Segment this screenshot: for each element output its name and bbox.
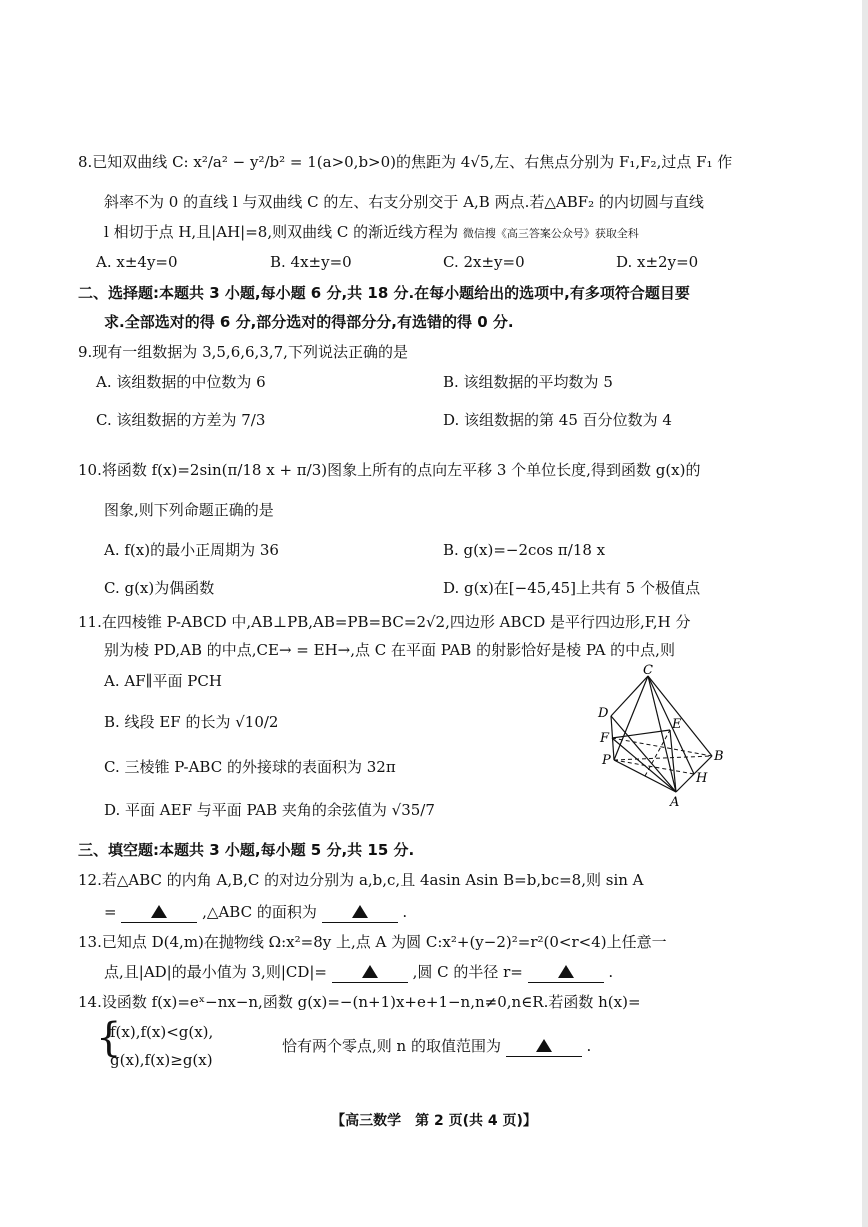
q12-answer-blank-2 [322, 902, 398, 923]
q14-case2: g(x),f(x)≥g(x) [110, 1051, 213, 1069]
page-edge [862, 0, 868, 1227]
q8-line3-text: l 相切于点 H,且|AH|=8,则双曲线 C 的渐近线方程为 [104, 223, 459, 241]
q10-option-b: B. g(x)=−2cos π/18 x [443, 541, 606, 559]
section2-line2: 求.全部选对的得 6 分,部分选对的得部分分,有选错的得 0 分. [104, 313, 514, 331]
label-h: H [696, 771, 708, 786]
q12-answer-blank-1 [121, 902, 197, 923]
q13-line2 [104, 962, 613, 983]
q10-option-c: C. g(x)为偶函数 [104, 579, 215, 597]
q11-line1: 11.在四棱锥 P-ABCD 中,AB⊥PB,AB=PB=BC=2√2,四边形 ABCD 是平行四边形,F,H 分 [78, 613, 691, 631]
label-a: A [670, 795, 680, 810]
q11-option-c: C. 三棱锥 P-ABC 的外接球的表面积为 32π [104, 758, 396, 776]
q11-option-b: B. 线段 EF 的长为 √10/2 [104, 713, 279, 731]
q9-option-d: D. 该组数据的第 45 百分位数为 4 [443, 411, 672, 429]
q14-tail-line [282, 1036, 591, 1057]
label-f: F [600, 731, 610, 746]
section3-heading: 三、填空题:本题共 3 小题,每小题 5 分,共 15 分. [78, 841, 415, 859]
q12-eq: = [104, 903, 117, 921]
q8-line2: 斜率不为 0 的直线 l 与双曲线 C 的左、右支分别交于 A,B 两点.若△ABF₂ 的内切圆与直线 [104, 193, 704, 211]
q13-cd-text: 点,且|AD|的最小值为 3,则|CD|= [104, 963, 327, 981]
q13-line1: 13.已知点 D(4,m)在抛物线 Ω:x²=8y 上,点 A 为圆 C:x²+(y−2)²=r²(0<r<4)上任意一 [78, 933, 667, 951]
label-e: E [672, 717, 682, 732]
q8-option-a: A. x±4y=0 [96, 253, 178, 271]
q10-line2: 图象,则下列命题正确的是 [104, 501, 274, 519]
q14-answer-blank [506, 1036, 582, 1057]
q11-option-d: D. 平面 AEF 与平面 PAB 夹角的余弦值为 √35/7 [104, 801, 435, 819]
q11-line2: 别为棱 PD,AB 的中点,CE→ = EH→,点 C 在平面 PAB 的射影恰好是棱 PA 的中点,则 [104, 641, 675, 659]
q9-stem: 9.现有一组数据为 3,5,6,6,3,7,下列说法正确的是 [78, 343, 408, 361]
section2-line1: 二、选择题:本题共 3 小题,每小题 6 分,共 18 分.在每小题给出的选项中,有多项符合题目要 [78, 284, 690, 302]
edge-cp [614, 676, 648, 760]
triangle-icon [536, 1039, 552, 1052]
edge-cd [611, 676, 648, 716]
q9-option-b: B. 该组数据的平均数为 5 [443, 373, 613, 391]
q12-line1: 12.若△ABC 的内角 A,B,C 的对边分别为 a,b,c,且 4asin Asin B=b,bc=8,则 sin A [78, 871, 644, 889]
label-d: D [598, 706, 609, 721]
q14-line1: 14.设函数 f(x)=eˣ−nx−n,函数 g(x)=−(n+1)x+e+1−n,n≠0,n∈R.若函数 h(x)= [78, 993, 641, 1011]
q12-line2 [104, 902, 407, 923]
label-b: B [714, 749, 724, 764]
triangle-icon [352, 905, 368, 918]
segment-ea [670, 730, 676, 792]
q10-option-d: D. g(x)在[−45,45]上共有 5 个极值点 [443, 579, 701, 597]
q11-option-a: A. AF∥平面 PCH [104, 672, 222, 690]
q12-end: . [402, 903, 408, 921]
brace-icon: { [96, 1015, 122, 1061]
pyramid-figure [590, 664, 730, 810]
triangle-icon [362, 965, 378, 978]
q10-line1: 10.将函数 f(x)=2sin(π/18 x + π/3)图象上所有的点向左平移 3 个单位长度,得到函数 g(x)的 [78, 461, 701, 479]
watermark-text: 微信搜《高三答案公众号》获取全科 [462, 227, 639, 240]
label-p: P [602, 753, 611, 768]
edge-pb-hidden [614, 756, 712, 760]
q8-option-d: D. x±2y=0 [616, 253, 699, 271]
triangle-icon [558, 965, 574, 978]
label-c: C [643, 664, 653, 678]
q14-end: . [586, 1037, 592, 1055]
q13-radius-text: ,圆 C 的半径 r= [412, 963, 523, 981]
q9-option-c: C. 该组数据的方差为 7/3 [96, 411, 266, 429]
q14-case1: f(x),f(x)<g(x), [110, 1023, 214, 1041]
segment-fb-hidden [612, 738, 712, 756]
q13-end: . [608, 963, 614, 981]
q12-area-text: ,△ABC 的面积为 [202, 903, 317, 921]
q9-option-a: A. 该组数据的中位数为 6 [96, 373, 266, 391]
q8-line3 [104, 222, 639, 244]
q14-tail-text: 恰有两个零点,则 n 的取值范围为 [282, 1037, 501, 1055]
triangle-icon [151, 905, 167, 918]
segment-fe [612, 730, 670, 738]
q8-option-c: C. 2x±y=0 [443, 253, 525, 271]
q10-option-a: A. f(x)的最小正周期为 36 [104, 541, 279, 559]
q13-answer-blank-1 [332, 962, 408, 983]
q8-line1: 8.已知双曲线 C: x²/a² − y²/b² = 1(a>0,b>0)的焦距为 4√5,左、右焦点分别为 F₁,F₂,过点 F₁ 作 [78, 153, 733, 171]
page-footer: 【高三数学 第 2 页(共 4 页)】 [331, 1113, 537, 1129]
q8-option-b: B. 4x±y=0 [270, 253, 352, 271]
q13-answer-blank-2 [528, 962, 604, 983]
